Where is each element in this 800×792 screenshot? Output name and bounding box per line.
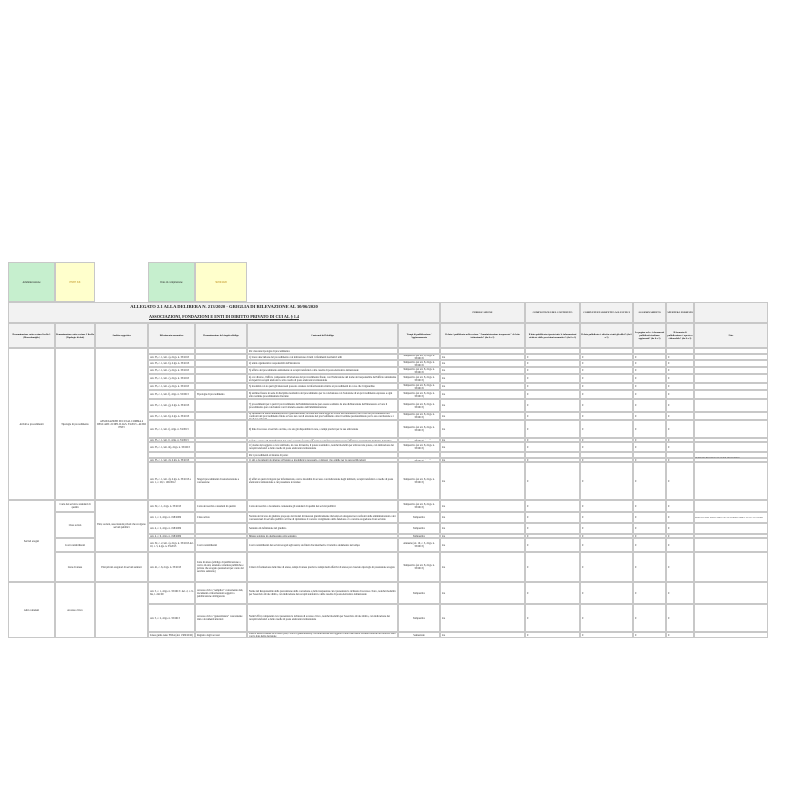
contenuti-cell: 1) atti e documenti da allegare all'istanza e modulistica necessaria, compresi i fac-simile per le autocertificazioni [247, 458, 398, 462]
tempi-cell: Tempestivo (ex art. 8, d.lgs. n. 33/2013) [398, 367, 440, 374]
score-contenuto-cell: 0 [525, 462, 580, 500]
score-aggiornamento-cell: 0 [633, 374, 666, 383]
contenuti-cell: Per ciascuna tipologia di procedimento: [247, 348, 398, 354]
contenuti-cell: Costi contabilizzati dei servizi erogati agli utenti, sia finali che intermedi e il relativo andamento nel tempo [247, 538, 398, 552]
score-uffici-cell: 0 [580, 399, 633, 412]
obbligo-cell [195, 420, 247, 438]
score-apertura-cell: 0 [666, 420, 694, 438]
score-uffici-cell: 0 [580, 534, 633, 538]
score-pubblicazione-cell: n/a [440, 582, 525, 604]
score-apertura-cell: 0 [666, 367, 694, 374]
page-subtitle: ASSOCIAZIONI, FONDAZIONI E ENTI DI DIRITTO PRIVATO DI CUI AL § 1.4 [149, 314, 299, 319]
riferimento-normativo-cell: Art. 5, c. 1, d.lgs. n. 33/2013 / Art. 2, c. 9-bis, l. 241/90 [148, 582, 195, 604]
tempi-cell: Tempestivo (ex art. 8, d.lgs. n. 33/2013) [398, 420, 440, 438]
amministrazione-value: ENTE XX [69, 280, 81, 284]
note-cell [694, 374, 768, 383]
obbligo-cell: Accesso civico "semplice" concernente dati, documenti e informazioni soggetti a pubblicazione obbligatoria [195, 582, 247, 604]
score-pubblicazione-cell: n/a [440, 399, 525, 412]
score-contenuto-cell: 0 [525, 582, 580, 604]
contenuti-cell: 2) unità organizzative responsabili dell'istruttoria [247, 360, 398, 367]
contenuti-cell: 4) ove diverso, l'ufficio competente all'adozione del provvedimento finale, con l'indicazione del nome del responsabile dell'ufficio unitamente ai rispettivi recapiti telefonici e alla casella di posta elettronica istituzionale [249, 375, 397, 382]
section-liste-attesa: Liste di attesa [55, 552, 95, 582]
score-apertura-cell: 0 [666, 462, 694, 500]
score-apertura-cell: 0 [666, 458, 694, 462]
contenuti-cell: Nomi Uffici competenti cui è presentata la richiesta di accesso civico, nonché modalità per l'esercizio di tale diritto, con indicazione dei recapiti telefonici e delle caselle di posta elettronica istituzionale [247, 604, 398, 632]
section-accesso-civico: Accesso civico [55, 582, 95, 638]
tempi-cell: Tempestivo [398, 582, 440, 604]
group-header-aggiornamento: AGGIORNAMENTO [633, 302, 666, 323]
riferimento-normativo-cell: Art. 5, c. 2, d.lgs. n. 33/2013 [148, 604, 195, 632]
data-compilazione-value: 30/06/2020 [215, 280, 227, 284]
score-uffici-cell: 0 [580, 360, 633, 367]
col-header-contenuti: Contenuti dell'obbligo [247, 323, 398, 348]
contenuti-cell: Sentenza di definizione del giudizio [247, 523, 398, 534]
contenuti-cell: 9) link di accesso al servizio on line, ove sia già disponibile in rete, o tempi previsti per la sua attivazione [247, 420, 398, 438]
riferimento-normativo-cell: Art. 4, c. 2, d.lgs. n. 198/2009 [148, 523, 195, 534]
riferimento-normativo-cell: Art. 35, c. 1, lett. g), d.lgs. n. 33/2013 [148, 399, 195, 412]
score-pubblicazione-cell: n/a [440, 354, 525, 360]
section-ambito-4 [95, 582, 148, 638]
obbligo-cell [195, 442, 247, 452]
score-pubblicazione-cell: n/a [440, 632, 525, 638]
score-aggiornamento-cell: 0 [633, 420, 666, 438]
score-aggiornamento-cell: 0 [633, 523, 666, 534]
score-pubblicazione-cell: n/a [440, 552, 525, 582]
contenuti-cell: Nome del Responsabile della prevenzione della corruzione e della trasparenza cui è presentata la richiesta di accesso civico, nonché modalità per l'esercizio di tale diritto, con indicazione dei recapiti telefonici e delle caselle di posta elettronica istituzionale [247, 582, 398, 604]
tempi-cell: Tempestivo (ex art. 8, d.lgs. n. 33/2013) [398, 462, 440, 500]
note-cell [694, 412, 768, 420]
score-aggiornamento-cell: 0 [633, 552, 666, 582]
score-aggiornamento-cell: 0 [633, 390, 666, 399]
contenuti-cell: Per i procedimenti ad istanza di parte: [247, 452, 398, 458]
score-pubblicazione-cell: n/a [440, 412, 525, 420]
score-apertura-cell: 0 [666, 412, 694, 420]
riferimento-normativo-cell: Linee guida Anac FOIA (del. 1309/2016) [148, 632, 195, 638]
note-cell [694, 523, 768, 534]
score-aggiornamento-cell: 0 [633, 604, 666, 632]
score-aggiornamento-cell: 0 [633, 412, 666, 420]
score-uffici-cell: 0 [580, 538, 633, 552]
score-aggiornamento-cell: 0 [633, 360, 666, 367]
contenuti-cell: imputazione del versamento in Tesoreria, tramite i quali i soggetti versanti possono effettuare i pagamenti mediante bonifico bancario o postale, ovvero gli identificativi del conto corrente postale sul quale i soggetti versanti possono effettuare i pagamenti mediante bollettino [247, 438, 398, 442]
riferimento-normativo-cell: Art. 32, c. 1, d.lgs. n. 33/2013 [148, 500, 195, 512]
score-apertura-cell: 0 [666, 360, 694, 367]
contenuti-cell: Carta dei servizi o documento contenente gli standard di qualità dei servizi pubblici [247, 500, 398, 512]
score-apertura-cell: 0 [666, 523, 694, 534]
score-pubblicazione-cell: n/a [440, 523, 525, 534]
obbligo-cell: Registro degli accessi [195, 632, 247, 638]
score-contenuto-cell: 0 [525, 399, 580, 412]
score-apertura-cell: 0 [666, 604, 694, 632]
riferimento-normativo-cell: Art. 35, c. 1, lett. d), d.lgs. n. 33/2013 [148, 458, 195, 462]
col-header-macrofamiglia: Denominazione sotto-sezione livello 1 (Macrofamiglie) [8, 323, 55, 348]
tempi-cell: Tempestivo [398, 512, 440, 523]
score-apertura-cell: 0 [666, 538, 694, 552]
score-pubblicazione-cell: n/a [440, 383, 525, 390]
tempi-cell: Tempestivo [398, 523, 440, 534]
riferimento-normativo-cell: Art. 35, c. 1, lett. e), d.lgs. n. 33/2013 [148, 383, 195, 390]
score-aggiornamento-cell: 0 [633, 354, 666, 360]
tempi-cell: Tempestivo (ex art. 8, d.lgs. n. 33/2013) [398, 390, 440, 399]
obbligo-cell [195, 412, 247, 420]
score-aggiornamento-cell: 0 [633, 632, 666, 638]
obbligo-cell: Tipologie di procedimento [195, 390, 247, 399]
score-pubblicazione-cell: n/a [440, 438, 525, 442]
score-uffici-cell: 0 [580, 632, 633, 638]
obbligo-cell: Costi contabilizzati [195, 538, 247, 552]
riferimento-normativo-cell: Art. 41, c. 6, d.lgs. n. 33/2013 [148, 552, 195, 582]
tempi-cell: Tempestivo (ex art. 8, d.lgs. n. 33/2013) [398, 360, 440, 367]
score-uffici-cell: 0 [580, 582, 633, 604]
section-servizi: Servizi erogati [8, 500, 55, 582]
obbligo-cell: Singoli procedimenti di autorizzazione e concessione [195, 462, 247, 500]
score-contenuto-cell: 0 [525, 354, 580, 360]
riferimento-normativo-cell: Art. 35, c. 1, lett. m), d.lgs. n. 33/2013 [148, 442, 195, 452]
score-uffici-cell: 0 [580, 374, 633, 383]
score-pubblicazione-cell: n/a [440, 462, 525, 500]
score-uffici-cell: 0 [580, 512, 633, 523]
score-contenuto-cell: 0 [525, 500, 580, 512]
note-cell [694, 552, 768, 582]
score-apertura-cell: 0 [666, 399, 694, 412]
tempi-cell: Tempestivo (ex art. 8, d.lgs. n. 33/2013) [398, 438, 440, 442]
score-aggiornamento-cell: 0 [633, 512, 666, 523]
note-servizi: SERVIZI NON SONO EROGATI IN FORMA DIRETTA AI CITTADINI [695, 517, 763, 519]
score-aggiornamento-cell: 0 [633, 367, 666, 374]
note-cell [694, 420, 768, 438]
score-apertura-cell: 0 [666, 442, 694, 452]
score-apertura-cell: 0 [666, 582, 694, 604]
riferimento-normativo-cell: Art. 1, c. 2, d.lgs. n. 198/2009 [148, 512, 195, 523]
score-contenuto-cell: 0 [525, 552, 580, 582]
score-uffici-cell: 0 [580, 552, 633, 582]
note-cell [694, 500, 768, 512]
score-uffici-cell: 0 [580, 523, 633, 534]
score-apertura-cell: 0 [666, 390, 694, 399]
section-carta-servizi: Carta dei servizi e standard di qualità [55, 500, 95, 512]
riferimento-normativo-cell: Art. 35, c. 1, lett. c), d.lgs. n. 33/2013 [148, 374, 195, 383]
riferimento-normativo-cell: Art. 35, c. 1, lett. a), d.lgs. n. 33/2013 [148, 354, 195, 360]
score-pubblicazione-cell: n/a [440, 442, 525, 452]
score-uffici-cell: 0 [580, 383, 633, 390]
col-header-riferimento: Riferimento normativo [148, 323, 195, 348]
score-uffici-cell: 0 [580, 462, 633, 500]
obbligo-cell [195, 367, 247, 374]
group-header-pubblicazione: PUBBLICAZIONE [440, 302, 525, 323]
score-apertura-cell: 0 [666, 438, 694, 442]
score-pubblicazione-cell: n/a [440, 420, 525, 438]
contenuti-cell: 8) strumenti di tutela amministrativa e giurisdizionale, riconosciuti dalla legge in favore dell'interessato, nel corso del procedimento nei confronti del provvedimento finale ovvero nei casi di adozione del provvedimento oltre il termine predeterminato per la sua conclusione e i modi per attivarli [247, 412, 398, 420]
riferimento-normativo-cell: Art. 35, c. 1, lett. b), d.lgs. n. 33/2013 [148, 360, 195, 367]
score-aggiornamento-cell: 0 [633, 500, 666, 512]
score-pubblicazione-cell: n/a [440, 367, 525, 374]
score-apertura-cell: 0 [666, 354, 694, 360]
score-apertura-cell: 0 [666, 500, 694, 512]
obbligo-cell [195, 399, 247, 412]
score-pubblicazione-cell: n/a [440, 604, 525, 632]
obbligo-cell: Class action [195, 512, 247, 523]
tempi-cell: Tempestivo [398, 604, 440, 632]
contenuti-cell: 1) breve descrizione del procedimento con indicazione di tutti i riferimenti normativi utili [247, 354, 398, 360]
score-contenuto-cell: 0 [525, 438, 580, 442]
score-pubblicazione-cell: n/a [440, 534, 525, 538]
score-contenuto-cell: 0 [525, 383, 580, 390]
col-header-obbligo: Denominazione del singolo obbligo [195, 323, 247, 348]
tempi-cell: Tempestivo (ex art. 8, d.lgs. n. 33/2013) [398, 399, 440, 412]
score-apertura-cell: 0 [666, 374, 694, 383]
score-contenuto-cell: 0 [525, 420, 580, 438]
section-class-action: Class action [55, 512, 95, 538]
section-ambito-2: Enti, società, associazioni privati che svolgono servizi pubblici [95, 500, 148, 552]
score-contenuto-cell: 0 [525, 512, 580, 523]
score-pubblicazione-cell: n/a [440, 390, 525, 399]
tempi-cell: Tempestivo (ex art. 8, d.lgs. n. 33/2013) [398, 354, 440, 360]
riferimento-normativo-cell: Art. 35, c. 1, lett. i), d.lgs. n. 33/2013 [148, 420, 195, 438]
score-contenuto-cell: 0 [525, 367, 580, 374]
score-aggiornamento-cell: 0 [633, 538, 666, 552]
score-contenuto-cell: 0 [525, 604, 580, 632]
note-cell [694, 383, 768, 390]
col-header-apertura: Il formato di pubblicazione è aperto o elaborabile? (da 0 a 3) [666, 323, 694, 348]
obbligo-cell [195, 383, 247, 390]
score-apertura-cell: 0 [666, 632, 694, 638]
score-aggiornamento-cell: 0 [633, 383, 666, 390]
contenuti-cell: Criteri di formazione delle liste di attesa, tempi di attesa previsti e tempi medi effettivi di attesa per ciascuna tipologia di prestazione erogata [247, 552, 398, 582]
score-apertura-cell: 0 [666, 534, 694, 538]
note-cell [694, 390, 768, 399]
tempi-cell: Tempestivo (ex art. 8, d.lgs. n. 33/2013) [398, 374, 440, 383]
tempi-cell: Tempestivo (ex art. 8, d.lgs. n. 33/2013) [398, 412, 440, 420]
note-cell [694, 442, 768, 452]
score-apertura-cell: 0 [666, 552, 694, 582]
note-cell [694, 582, 768, 604]
score-uffici-cell: 0 [580, 438, 633, 442]
col-header-completezza-contenuto: Il dato pubblicato riporta tutte le informazioni richieste dalle previsioni normative? (da 0 a 3) [525, 323, 580, 348]
score-pubblicazione-cell: n/a [440, 500, 525, 512]
score-contenuto-cell: 0 [525, 442, 580, 452]
score-uffici-cell: 0 [580, 604, 633, 632]
score-pubblicazione-cell: n/a [440, 512, 525, 523]
col-header-completezza-uffici: Il dato pubblicato è riferito a tutti gli uffici? (da 0 a 3) [580, 323, 633, 348]
score-aggiornamento-cell: 0 [633, 458, 666, 462]
score-uffici-cell: 0 [580, 500, 633, 512]
tempi-cell: Annuale (art. 10, c. 5, d.lgs. n. 33/2013) [398, 538, 440, 552]
section-ambito-3: Enti privati erogatori di servizi sanitari [95, 552, 148, 582]
col-header-tipologie: Denominazione sotto-sezione 2 livello (Tipologie di dati) [55, 323, 95, 348]
score-contenuto-cell: 0 [525, 360, 580, 367]
section-costi: Costi contabilizzati [55, 538, 95, 552]
note-cell [694, 632, 768, 638]
note-cell [694, 604, 768, 632]
contenuti-cell: Notizia del ricorso in giudizio proposto dai titolari di interessi giuridicamente rilevanti ed omogenei nei confronti delle amministrazioni e dei concessionari di servizio pubblico al fine di ripristinare il corretto svolgimento della funzione o la corretta erogazione di un servizio [247, 512, 398, 523]
note-registro: IL REGISTRO DEGLI ACCESSI NON ESISTE [695, 457, 740, 459]
riferimento-normativo-cell: Art. 35, c. 1, lett. c), d.lgs. n. 33/2013 [148, 367, 195, 374]
data-compilazione-label: Data di compilazione [160, 280, 183, 284]
score-aggiornamento-cell: 0 [633, 534, 666, 538]
obbligo-cell: Carta dei servizi e standard di qualità [195, 500, 247, 512]
score-pubblicazione-cell: n/a [440, 374, 525, 383]
col-header-ambito: Ambito soggettivo [95, 323, 148, 348]
riferimento-normativo-cell: Art. 32, c. 2, lett. a), d.lgs. n. 33/2013 Art. 10, c. 5, d.lgs. n. 33/2013 [148, 538, 195, 552]
contenuti-cell: 2) uffici ai quali rivolgersi per informazioni, orari e modalità di accesso con indicazione degli indirizzi, recapiti telefonici e caselle di posta elettronica istituzionale a cui presentare le istanze [247, 462, 398, 500]
note-cell [694, 360, 768, 367]
score-uffici-cell: 0 [580, 458, 633, 462]
section-tipologie: Tipologie di procedimento [55, 348, 95, 500]
page-title: ALLEGATO 2.1 ALLA DELIBERA N. 213/2020 - GRIGLIA DI RILEVAZIONE AL 30/06/2020 [130, 304, 318, 309]
section-attivita: Attività e procedimenti [8, 348, 55, 500]
score-pubblicazione-cell: n/a [440, 538, 525, 552]
contenuti-cell: Elenco delle richieste di accesso (atti, civico e generalizzato) con indicazione dell'oggetto e della data della richiesta nonché del relativo esito con la data della decisione [247, 632, 398, 638]
score-contenuto-cell: 0 [525, 390, 580, 399]
col-header-aggiornamento: La pagina web e i documenti pubblicati risultano aggiornati? (da 0 a 3) [633, 323, 666, 348]
obbligo-cell [195, 360, 247, 367]
contenuti-cell: 11) nome del soggetto a cui è attribuito, in caso di inerzia, il potere sostitutivo, nonché modalità per attivare tale potere, con indicazione dei recapiti telefonici e delle caselle di posta elettronica istituzionale [247, 442, 398, 452]
group-header-apertura: APERTURA FORMATO [666, 302, 694, 323]
tempi-cell: Tempestivo (ex art. 8, d.lgs. n. 33/2013) [398, 383, 440, 390]
contenuti-cell: 5) modalità con le quali gli interessati possono ottenere le informazioni relative ai procedimenti in corso che li riguardino [247, 383, 398, 390]
note-cell [694, 399, 768, 412]
tempi-cell: Tempestivo [398, 534, 440, 538]
tempi-cell: Tempestivo (ex art. 8, d.lgs. n. 33/2013) [398, 442, 440, 452]
section-altri-contenuti: Altri contenuti [8, 582, 55, 638]
note-cell [694, 538, 768, 552]
score-uffici-cell: 0 [580, 412, 633, 420]
score-aggiornamento-cell: 0 [633, 438, 666, 442]
note-cell [694, 462, 768, 500]
obbligo-cell: Accesso civico "generalizzato" concernente dati e documenti ulteriori [195, 604, 247, 632]
score-uffici-cell: 0 [580, 367, 633, 374]
score-aggiornamento-cell: 0 [633, 442, 666, 452]
score-contenuto-cell: 0 [525, 412, 580, 420]
score-contenuto-cell: 0 [525, 374, 580, 383]
group-header-completezza-uffici: COMPLETEZZA RISPETTO AGLI UFFICI [580, 302, 633, 323]
obbligo-cell: Liste di attesa (obbligo di pubblicazione a carico di enti, aziende e strutture pubbliche e private che erogano prestazioni per conto del servizio sanitario) [195, 552, 247, 582]
score-aggiornamento-cell: 0 [633, 462, 666, 500]
score-apertura-cell: 0 [666, 512, 694, 523]
score-contenuto-cell: 0 [525, 538, 580, 552]
tempi-cell: Tempestivo (ex art. 8, d.lgs. n. 33/2013) [398, 500, 440, 512]
riferimento-normativo-cell: Art. 35, c. 1, lett. f), d.lgs. n. 33/2013 [148, 390, 195, 399]
score-contenuto-cell: 0 [525, 534, 580, 538]
tempi-cell: Tempestivo (ex art. 8, d.lgs. n. 33/2013) [398, 552, 440, 582]
riferimento-normativo-cell: Art. 35, c. 1, lett. l), d.lgs. n. 33/2013 [148, 438, 195, 442]
tempi-cell: Semestrale [398, 632, 440, 638]
score-aggiornamento-cell: 0 [633, 399, 666, 412]
col-header-note: Note [694, 323, 768, 348]
obbligo-cell [195, 374, 247, 383]
score-aggiornamento-cell: 0 [633, 582, 666, 604]
score-contenuto-cell: 0 [525, 458, 580, 462]
score-contenuto-cell: 0 [525, 632, 580, 638]
score-uffici-cell: 0 [580, 390, 633, 399]
section-ambito-1: ASSOCIAZIONI DI CUI AL COMMA 4 DELL'ART. 22 DEL D.LGS. 33/2013 - ALTRI ENTI [95, 348, 148, 500]
col-header-pubblicazione: Il dato è pubblicato nella sezione "Amministrazione trasparente" del sito istituzionale? (da 0 a 2) [440, 323, 525, 348]
score-apertura-cell: 0 [666, 383, 694, 390]
score-uffici-cell: 0 [580, 442, 633, 452]
riferimento-normativo-cell: Art. 35, c. 1, lett. h), d.lgs. n. 33/2013 [148, 412, 195, 420]
col-header-tempi: Tempi di pubblicazione/ Aggiornamento [398, 323, 440, 348]
score-pubblicazione-cell: n/a [440, 360, 525, 367]
contenuti-cell: 3) ufficio del procedimento unitamente ai recapiti telefonici e alla casella di posta elettronica istituzionale [247, 367, 398, 374]
riferimento-normativo-cell: Art. 35, c. 1, lett. d), d.lgs. n. 33/2013 e Art. 1, c. 29, l. 190/2012 [148, 462, 195, 500]
contenuti-cell: 6) termine fissato in sede di disciplina normativa del procedimento per la conclusione con l'adozione di un provvedimento espresso e ogni altro termine procedimentale rilevante [247, 390, 398, 399]
contenuti-cell: Misure adottate in ottemperanza alla sentenza [247, 534, 398, 538]
riferimento-normativo-cell: Art. 4, c. 6, d.lgs. n. 198/2009 [148, 534, 195, 538]
group-header-completezza-contenuto: COMPLETEZZA DEL CONTENUTO [525, 302, 580, 323]
tempi-cell: Tempestivo (ex art. 8, d.lgs. n. 33/2013) [398, 458, 440, 462]
contenuti-cell: 7) procedimenti per i quali il provvedimento dell'amministrazione può essere sostituito da una dichiarazione dell'interessato ovvero il procedimento può concludersi con il silenzio-assenso dell'amministrazione [247, 399, 398, 412]
score-pubblicazione-cell: n/a [440, 458, 525, 462]
note-cell [694, 367, 768, 374]
score-uffici-cell: 0 [580, 420, 633, 438]
obbligo-cell [195, 523, 247, 534]
score-uffici-cell: 0 [580, 354, 633, 360]
score-contenuto-cell: 0 [525, 523, 580, 534]
amministrazione-label: Amministrazione [22, 280, 41, 284]
